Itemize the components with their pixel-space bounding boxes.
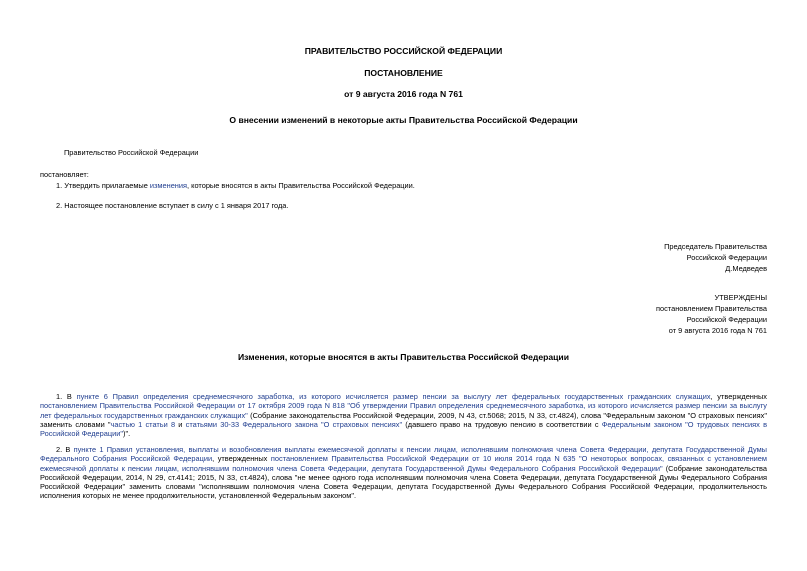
change-paragraph-2 [40,445,767,501]
p1-link-articles[interactable]: статьями 30-33 Федерального закона "О страховых пенсиях" [185,419,403,429]
p1-text-k: )". [123,429,131,438]
p2-text-e: (Собрание законодательства Российской Федерации, 2014, N 29, ст.4141; 2015, N 33, ст.4824), слова "не менее одного года исполнявшим полномочия члена Совета Федерации, депутата Государственной Думы Федерального Собрания Российской Федерации" заменить словами "исполнявшим полномочия члена Совета Федерации, депутата Государственной Думы Федерального Собрания Российской Федерации, продолжительность исполнения которых не менее продолжительности, установленной Федеральным законом". [40,463,767,501]
p1-text-a: 1. В [56,392,77,401]
resolves-text: постановляет: [40,170,89,179]
approval-line-1: УТВЕРЖДЕНЫ [714,293,767,302]
org-heading: ПРАВИТЕЛЬСТВО РОССИЙСКОЙ ФЕДЕРАЦИИ [304,46,503,56]
signature-name: Д.Медведев [725,264,767,273]
approval-line-4: от 9 августа 2016 года N 761 [668,326,767,335]
p2-link-resolution[interactable]: постановлением Правительства Российской Федерации от 10 июля 2014 года N 635 "О некоторых вопросах, связанных с установлением ежемесячной доплаты к пенсии лицам, исполнявшим полномочия члена Совета Федерации, депутата Государственной Думы Федерального Собрания Российской Федерации" [40,454,768,473]
item-1-post: , которые вносятся в акты Правительства Российской Федерации. [187,181,415,190]
p1-link-resolution[interactable]: постановлением Правительства Российской Федерации от 17 октября 2009 года N 818 "Об утверждении Правил определения среднемесячного заработка, из которого исчисляется размер пенсии за выслугу лет федеральных государственных гражданских служащих" [40,401,767,420]
approval-line-3: Российской Федерации [686,315,767,324]
date-number-heading: от 9 августа 2016 года N 761 [344,89,463,99]
page-title: О внесении изменений в некоторые акты Правительства Российской Федерации [229,115,578,125]
item-2: 2. Настоящее постановление вступает в силу с 1 января 2017 года. [56,201,289,210]
signature-country: Российской Федерации [686,253,767,262]
changes-link[interactable]: изменения [149,181,188,190]
signature-position: Председатель Правительства [664,242,767,251]
doc-type-heading: ПОСТАНОВЛЕНИЕ [364,68,443,78]
item-1 [56,181,415,190]
item-1-pre: 1. Утвердить прилагаемые [56,181,150,190]
p2-link-rules[interactable]: пункте 1 Правил установления, выплаты и возобновления выплаты ежемесячной доплаты к пенсии лицам, исполнявшим полномочия члена Совета Федерации, депутата Государственной Думы Федерального Собрания Российской Федерации [40,445,767,464]
p2-text-a: 2. В [56,445,74,454]
p1-text-e: (Собрание законодательства Российской Федерации, 2009, N 43, ст.5068; 2015, N 33, ст.4824), слова "Федеральным законом "О страховых пенсиях" заменить словами " [40,410,767,429]
p1-link-law[interactable]: Федеральным законом "О трудовых пенсиях в Российской Федерации" [40,419,768,438]
approval-line-2: постановлением Правительства [656,304,767,313]
p1-text-g: и [175,419,186,429]
p2-text-c: , утвержденных [212,454,271,464]
p1-text-i: (давшего право на трудовую пенсию в соответствии с [402,419,602,429]
p1-text-c: , утвержденных [710,392,767,401]
change-paragraph-1 [40,392,767,438]
p1-link-rules[interactable]: пункте 6 Правил определения среднемесячного заработка, из которого исчисляется размер пенсии за выслугу лет федеральных государственных гражданских служащих [76,392,711,401]
issuer-text: Правительство Российской Федерации [64,148,199,157]
p1-link-part1[interactable]: частью 1 статьи 8 [110,419,176,429]
changes-title: Изменения, которые вносятся в акты Правительства Российской Федерации [237,352,569,362]
